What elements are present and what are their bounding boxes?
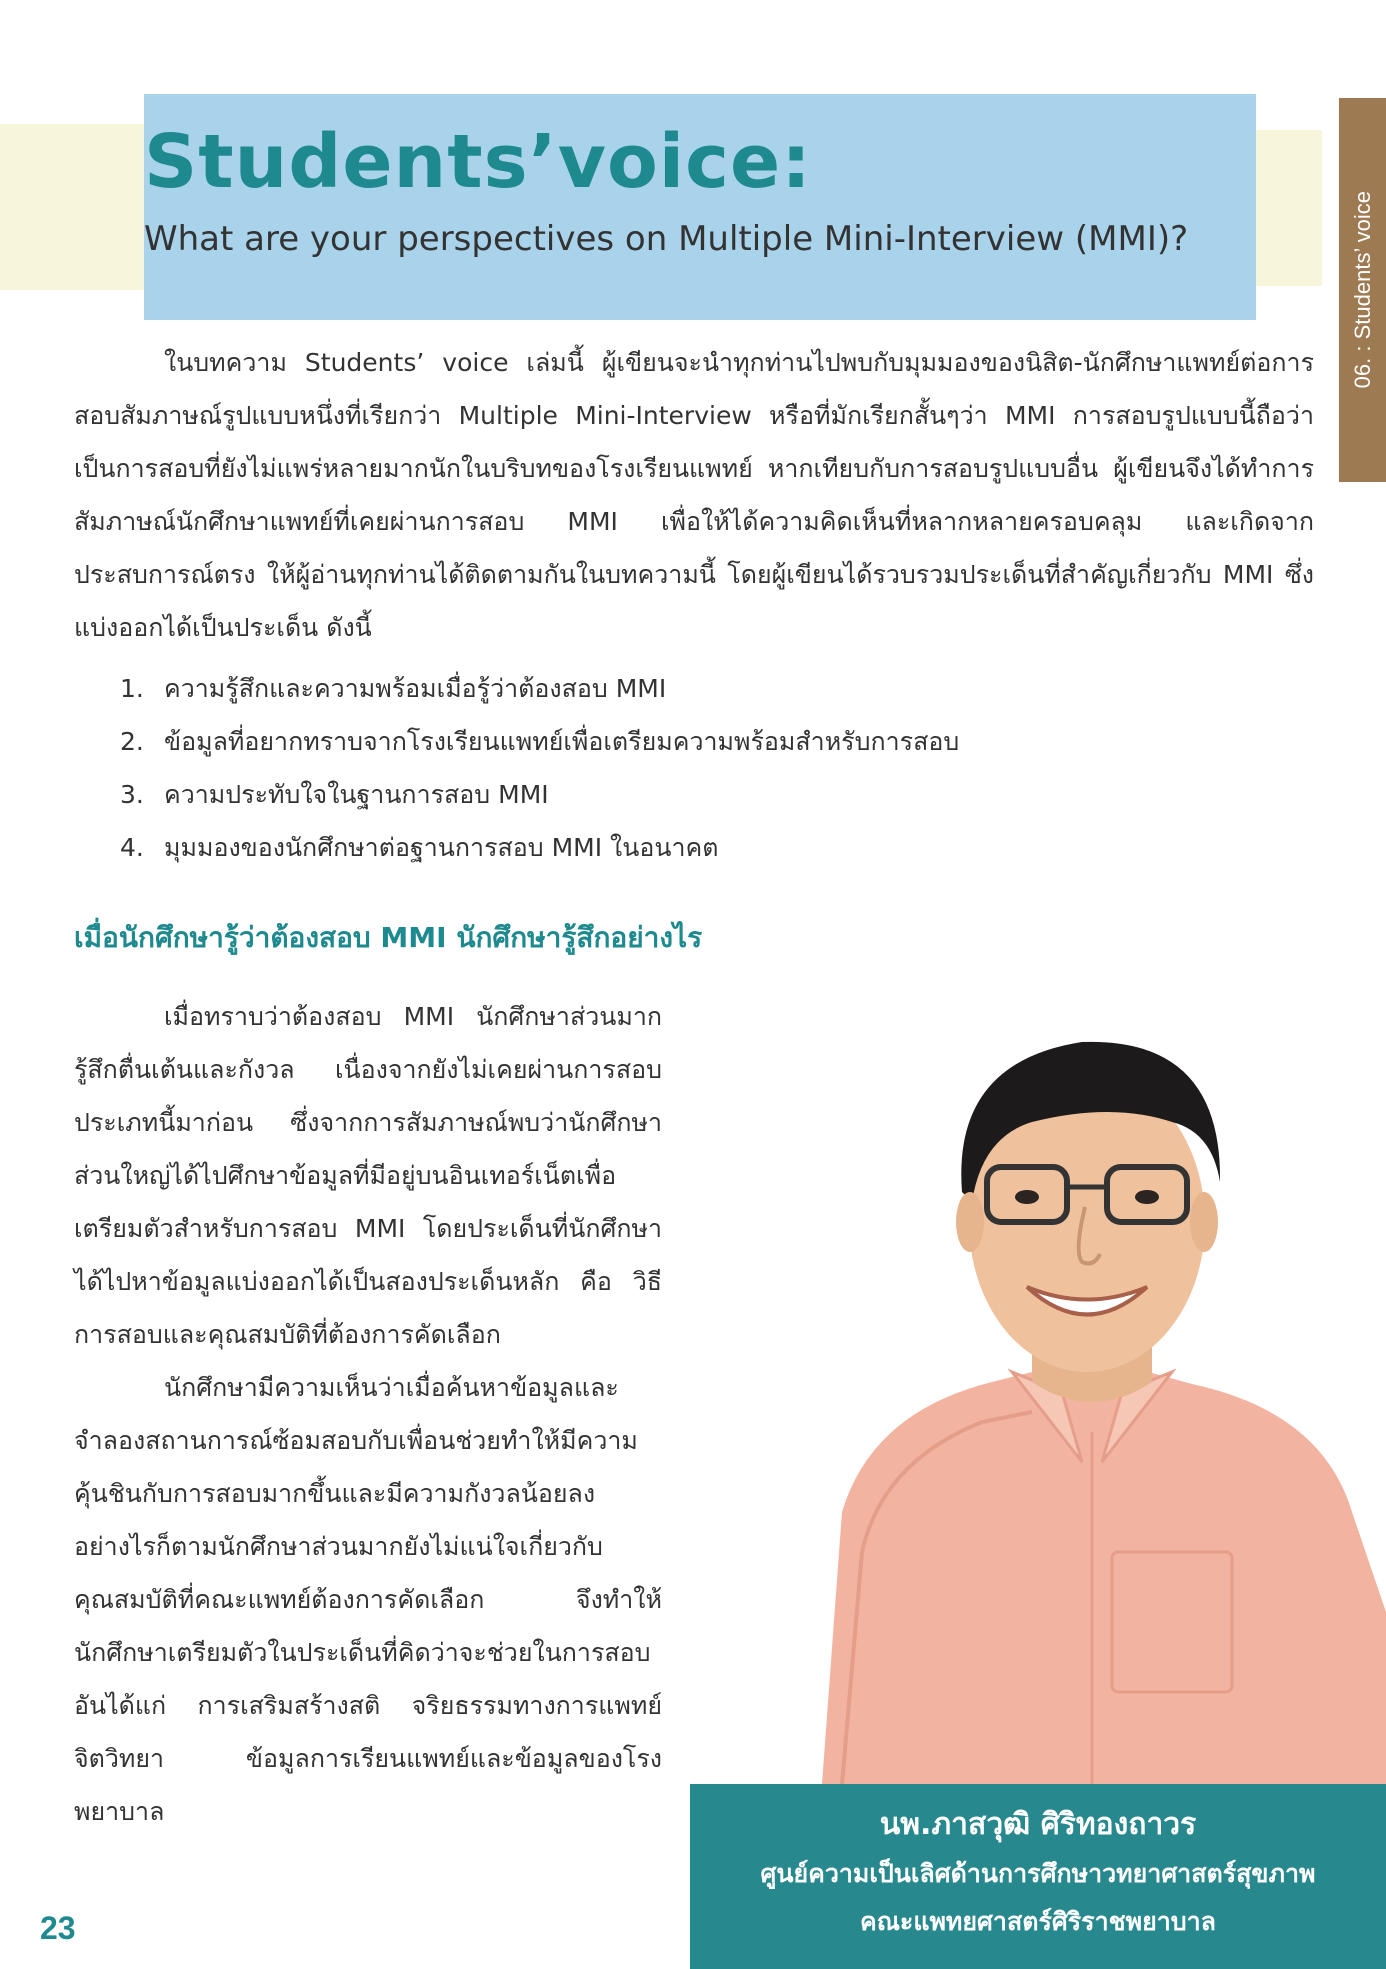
intro-paragraph bbox=[74, 336, 1314, 654]
title-box bbox=[144, 94, 1256, 320]
section-side-tab bbox=[1339, 98, 1386, 482]
portrait-photo bbox=[782, 992, 1386, 1784]
body-paragraph-2-text: นักศึกษามีความเห็นว่าเมื่อค้นหาข้อมูลและจำลองสถานการณ์ซ้อมสอบกับเพื่อนช่วยทำให้มีความคุ้นชินกับการสอบมากขึ้นและมีความกังวลน้อยลง อย่างไรก็ตามนักศึกษาส่วนมากยังไม่แน่ใจเกี่ยวกับคุณสมบัติที่คณะแพทย์ต้องการคัดเลือก จึงทำให้นักศึกษาเตรียมตัวในประเด็นที่คิดว่าจะช่วยในการสอบอันได้แก่ การเสริมสร้างสติ จริยธรรมทางการแพทย์ จิตวิทยา ข้อมูลการเรียนแพทย์และข้อมูลของโรงพยาบาล bbox=[74, 1373, 662, 1826]
body-paragraph-2 bbox=[74, 1361, 662, 1838]
body-column bbox=[74, 990, 662, 1838]
list-item-text: ความรู้สึกและความพร้อมเมื่อรู้ว่าต้องสอบ MMI bbox=[164, 674, 667, 703]
side-tab-label: 06. : Students’ voice bbox=[1349, 191, 1375, 389]
page-title: Students’voice: bbox=[144, 119, 812, 205]
topic-list bbox=[120, 662, 959, 874]
list-item-text: มุมมองของนักศึกษาต่อฐานการสอบ MMI ในอนาคต bbox=[164, 833, 719, 862]
list-item bbox=[120, 715, 959, 768]
list-item-text: ความประทับใจในฐานการสอบ MMI bbox=[164, 780, 549, 809]
portrait-illustration bbox=[782, 992, 1386, 1784]
body-paragraph-1 bbox=[74, 990, 662, 1361]
caption-affiliation-2: คณะแพทยศาสตร์ศิริราชพยาบาล bbox=[859, 1907, 1217, 1936]
list-item bbox=[120, 662, 959, 715]
list-item-number: 1. bbox=[120, 674, 144, 703]
caption-affiliation-1: ศูนย์ความเป็นเลิศด้านการศึกษาวทยาศาสตร์สุขภาพ bbox=[760, 1859, 1316, 1888]
list-item bbox=[120, 821, 959, 874]
photo-caption bbox=[690, 1784, 1386, 1969]
cream-band-left bbox=[0, 124, 144, 290]
page-number: 23 bbox=[40, 1910, 76, 1946]
list-item-text: ข้อมูลที่อยากทราบจากโรงเรียนแพทย์เพื่อเตรียมความพร้อมสำหรับการสอบ bbox=[164, 727, 960, 756]
list-item bbox=[120, 768, 959, 821]
list-item-number: 4. bbox=[120, 833, 144, 862]
list-item-number: 2. bbox=[120, 727, 144, 756]
intro-text: ในบทความ Students’ voice เล่มนี้ ผู้เขียนจะนำทุกท่านไปพบกับมุมมองของนิสิต-นักศึกษาแพทย์ต่อการสอบสัมภาษณ์รูปแบบหนึ่งที่เรียกว่า Multiple Mini-Interview หรือที่มักเรียกสั้นๆว่า MMI การสอบรูปแบบนี้ถือว่าเป็นการสอบที่ยังไม่แพร่หลายมากนักในบริบทของโรงเรียนแพทย์ หากเทียบกับการสอบรูปแบบอื่น ผู้เขียนจึงได้ทำการสัมภาษณ์นักศึกษาแพทย์ที่เคยผ่านการสอบ MMI เพื่อให้ได้ความคิดเห็นที่หลากหลายครอบคลุม และเกิดจากประสบการณ์ตรง ให้ผู้อ่านทุกท่านได้ติดตามกันในบทความนี้ โดยผู้เขียนได้รวบรวมประเด็นที่สำคัญเกี่ยวกับ MMI ซึ่งแบ่งออกได้เป็นประเด็น ดังนี้ bbox=[74, 348, 1314, 642]
body-paragraph-1-text: เมื่อทราบว่าต้องสอบ MMI นักศึกษาส่วนมากรู้สึกตื่นเต้นและกังวล เนื่องจากยังไม่เคยผ่านการสอบประเภทนี้มาก่อน ซึ่งจากการสัมภาษณ์พบว่านักศึกษาส่วนใหญ่ได้ไปศึกษาข้อมูลที่มีอยู่บนอินเทอร์เน็ตเพื่อเตรียมตัวสำหรับการสอบ MMI โดยประเด็นที่นักศึกษาได้ไปหาข้อมูลแบ่งออกได้เป็นสองประเด็นหลัก คือ วิธีการสอบและคุณสมบัติที่ต้องการคัดเลือก bbox=[74, 1002, 662, 1349]
caption-name: นพ.ภาสวุฒิ ศิริทองถาวร bbox=[879, 1807, 1197, 1842]
cream-band-right bbox=[1256, 130, 1322, 286]
page-subtitle: What are your perspectives on Multiple Mini-Interview (MMI)? bbox=[144, 219, 1189, 260]
section-heading: เมื่อนักศึกษารู้ว่าต้องสอบ MMI นักศึกษารู้สึกอย่างไร bbox=[74, 921, 703, 954]
list-item-number: 3. bbox=[120, 780, 144, 809]
